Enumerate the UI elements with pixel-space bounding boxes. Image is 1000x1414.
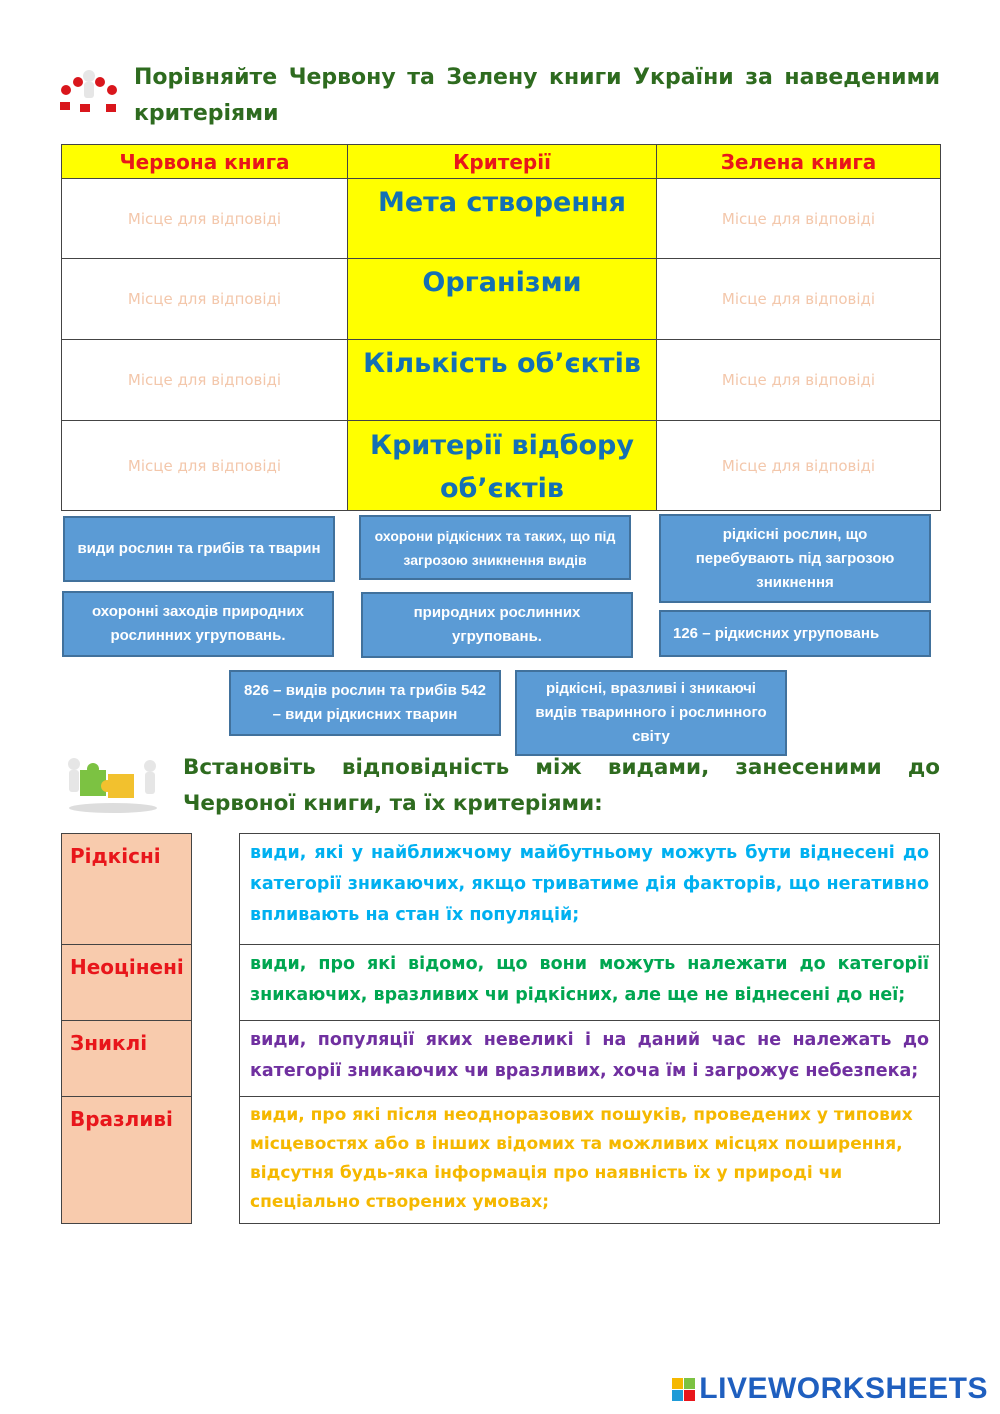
criteria-cell: Кількість об’єктів	[348, 340, 657, 421]
answer-tile[interactable]: охоронні заходів природних рослинних угруповань.	[62, 591, 334, 657]
comparison-table	[61, 144, 941, 511]
section2-heading: Встановіть відповідність між видами, занесеними до Червоної книги, та їх критеріями:	[183, 755, 940, 816]
section1-heading: Порівняйте Червону та Зелену книги України за наведеними критеріями	[134, 65, 940, 126]
answer-tile[interactable]: рідкісні, вразливі і зникаючі видів тваринного і рослинного світу	[515, 670, 787, 756]
header-red-book: Червона книга	[62, 145, 348, 179]
puzzle-people-icon	[62, 752, 164, 814]
answer-drop-zone-red[interactable]: Місце для відповіді	[62, 179, 348, 259]
criteria-cell: Організми	[348, 259, 657, 340]
category-rare: Рідкісні	[61, 833, 192, 945]
answer-tile[interactable]: 126 – рідкисних угруповань	[659, 610, 931, 657]
answer-drop-zone-green[interactable]: Місце для відповіді	[657, 259, 941, 340]
definition-item[interactable]: види, про які відомо, що вони можуть належати до категорії зникаючих, вразливих чи рідкісних, але ще не віднесені до неї;	[239, 944, 940, 1021]
answer-tile[interactable]: рідкісні рослин, що перебувають під загрозою зникнення	[659, 514, 931, 603]
answer-tile[interactable]: види рослин та грибів та тварин	[63, 516, 335, 582]
category-vulnerable: Вразливі	[61, 1096, 192, 1224]
category-extinct: Зниклі	[61, 1020, 192, 1097]
logo-mark-icon	[672, 1378, 695, 1401]
category-unassessed: Неоцінені	[61, 944, 192, 1021]
answer-tile[interactable]: 826 – видів рослин та грибів 542 – види рідкисних тварин	[229, 670, 501, 736]
logo-text: LIVEWORKSHEETS	[699, 1372, 988, 1405]
answer-drop-zone-green[interactable]: Місце для відповіді	[657, 421, 941, 511]
answer-drop-zone-red[interactable]: Місце для відповіді	[62, 340, 348, 421]
header-green-book: Зелена книга	[657, 145, 941, 179]
criteria-cell: Критерії відбору об’єктів	[348, 421, 657, 511]
answer-tile[interactable]: охорони рідкісних та таких, що під загрозою зникнення видів	[359, 515, 631, 580]
definition-item[interactable]: види, про які після неодноразових пошуків, проведених у типових місцевостях або в інших відомих та можливих місцях поширення, відсутня будь-яка інформація про наявність їх у природі чи спеціально створених умовах;	[239, 1096, 940, 1224]
definition-item[interactable]: види, популяції яких невеликі і на даний час не належать до категорії зникаючих чи вразливих, хоча їм і загрожує небезпека;	[239, 1020, 940, 1097]
definition-item[interactable]: види, які у найближчому майбутньому можуть бути віднесені до категорії зникаючих, якщо триватиме дія факторів, що негативно впливають на стан їх популяцій;	[239, 833, 940, 945]
answer-drop-zone-red[interactable]: Місце для відповіді	[62, 259, 348, 340]
comparison-icon	[56, 68, 120, 116]
answer-drop-zone-green[interactable]: Місце для відповіді	[657, 179, 941, 259]
answer-drop-zone-green[interactable]: Місце для відповіді	[657, 340, 941, 421]
answer-drop-zone-red[interactable]: Місце для відповіді	[62, 421, 348, 511]
header-criteria: Критерії	[348, 145, 657, 179]
liveworksheets-logo	[672, 1372, 988, 1406]
answer-tile[interactable]: природних рослинних угруповань.	[361, 592, 633, 658]
criteria-cell: Мета створення	[348, 179, 657, 259]
